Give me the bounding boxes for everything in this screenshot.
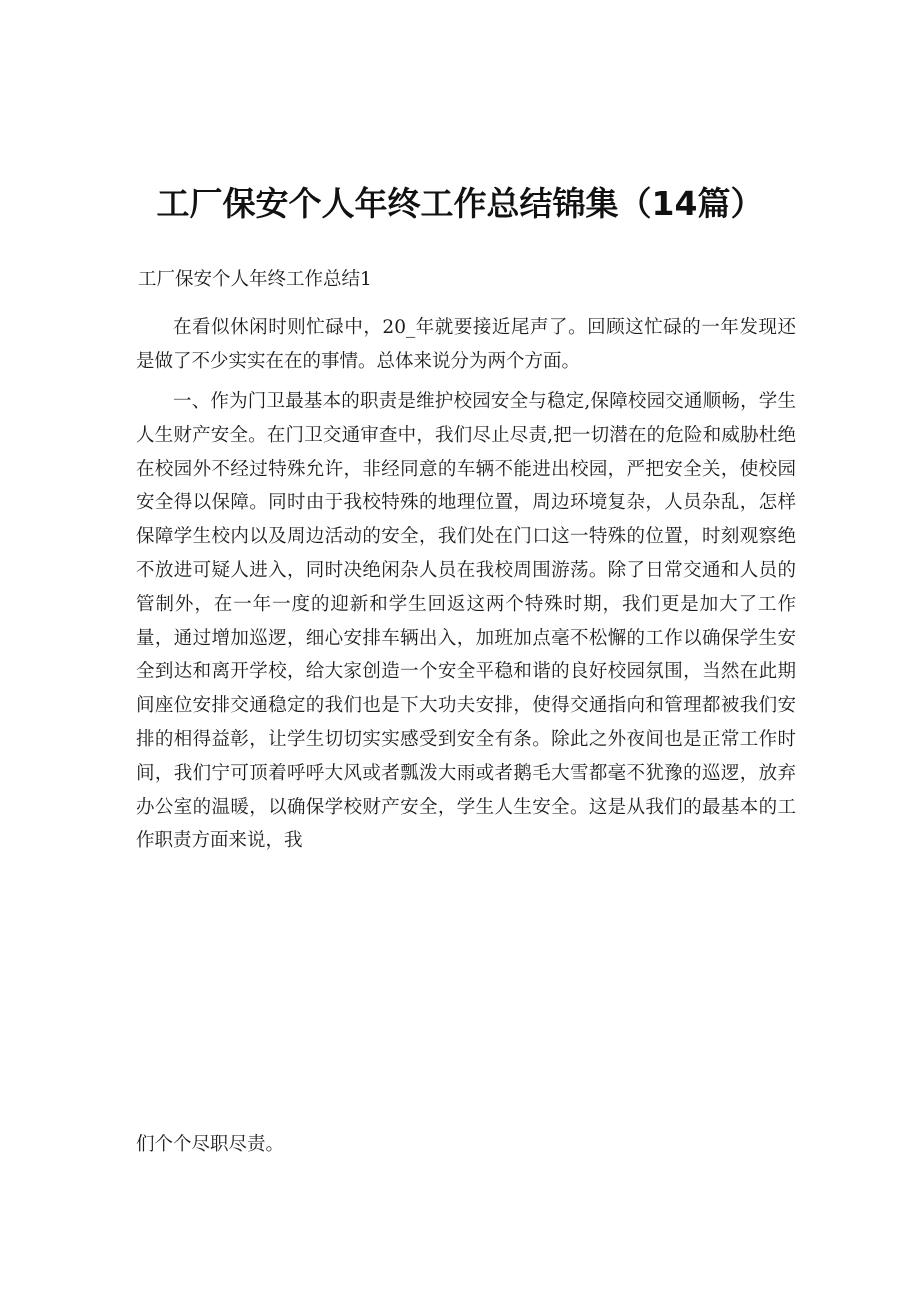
paragraph-duties: 一、作为门卫最基本的职责是维护校园安全与稳定,保障校园交通顺畅，学生人生财产安全。在门卫交通审查中，我们尽止尽责,把一切潜在的危险和威胁杜绝在校园外不经过特殊允许，非经同意的车辆不能进出校园，严把安全关，使校园安全得以保障。同时由于我校特殊的地理位置，周边环境复杂，人员杂乱，怎样保障学生校内以及周边活动的安全，我们处在门口这一特殊的位置，时刻观察绝不放进可疑人进入，同时决绝闲杂人员在我校周围游荡。除了日常交通和人员的管制外，在一年一度的迎新和学生回返这两个特殊时期，我们更是加大了工作量，通过增加巡逻，细心安排车辆出入，加班加点毫不松懈的工作以确保学生安全到达和离开学校，给大家创造一个安全平稳和谐的良好校园氛围，当然在此期间座位安排交通稳定的我们也是下大功夫安排，使得交通指向和管理都被我们安排的相得益彰，让学生切切实实感受到安全有条。除此之外夜间也是正常工作时间，我们宁可顶着呼呼大风或者瓢泼大雨或者鹅毛大雪都毫不犹豫的巡逻，放弃办公室的温暖，以确保学校财产安全，学生人生安全。这是从我们的最基本的工作职责方面来说，我	[136, 391, 796, 852]
section-heading: 工厂保安个人年终工作总结1	[138, 269, 372, 290]
paragraph-intro: 在看似休闲时则忙碌中，20_年就要接近尾声了。回顾这忙碌的一年发现还是做了不少实实在在的事情。总体来说分为两个方面。	[136, 317, 796, 372]
paragraph-continuation: 们个个尽职尽责。	[136, 1134, 285, 1155]
document-title: 工厂保安个人年终工作总结锦集（14篇）	[156, 184, 764, 224]
